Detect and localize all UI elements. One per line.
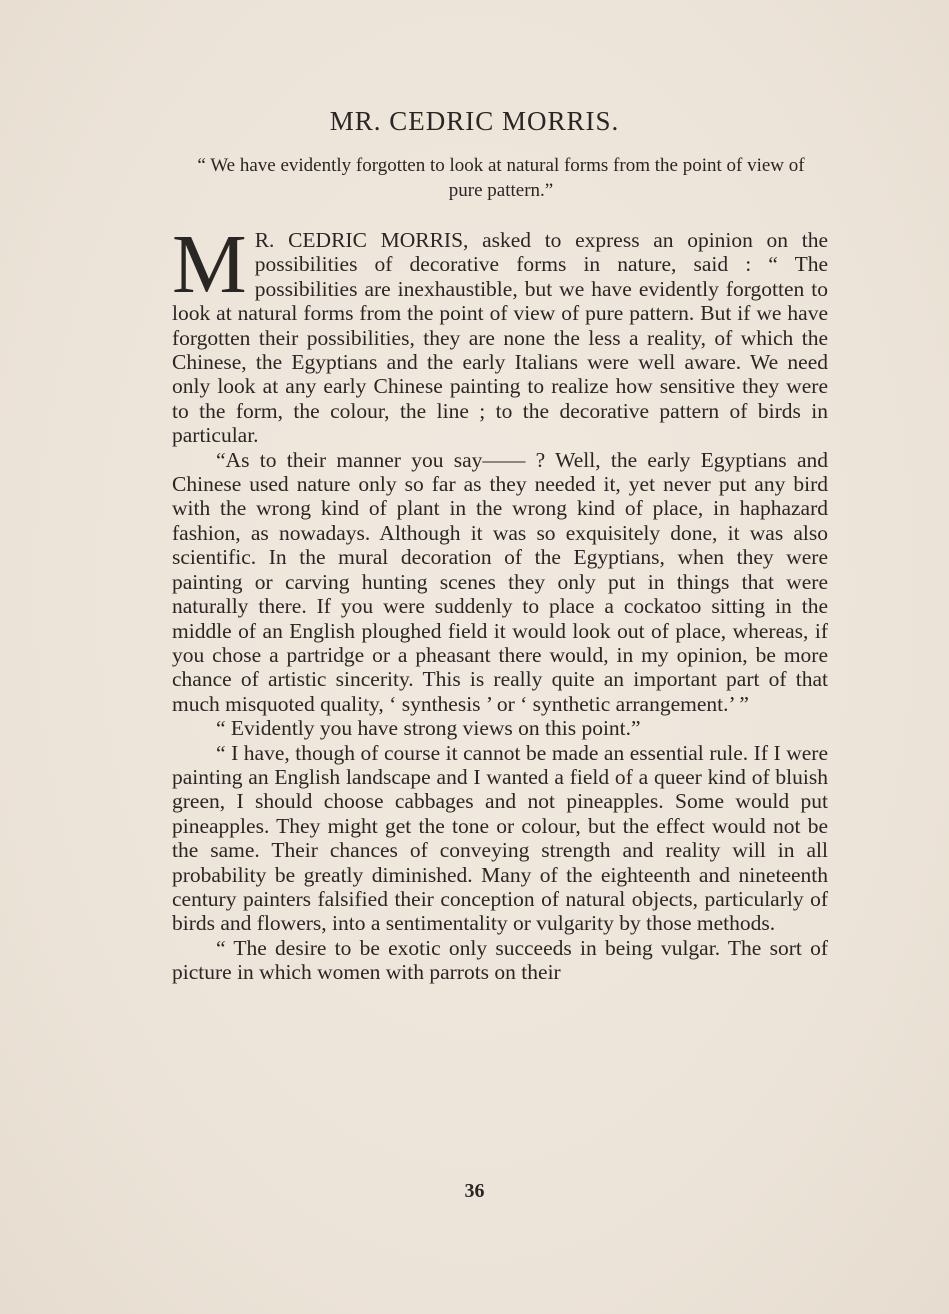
paragraph-4: “ I have, though of course it cannot be made an essential rule. If I were painting an English landscape and I wanted a field of a queer kind of bluish green, I should choose cabbages and not pineapples. Some would put pineapples. They might get the tone or colour, but the effect would not be the same. Their chances of conveying strength and reality will in all probability be greatly diminished. Many of the eighteenth and nineteenth century painters falsified their conception of natural objects, particularly of birds and flowers, into a sentimentality or vulgarity by those methods. (172, 740, 828, 936)
page-number: 36 (464, 1180, 485, 1202)
drop-cap: M (172, 218, 247, 311)
epigraph-quote: “ We have evidently forgotten to look at natural forms from the point of view of pure pattern.” (197, 155, 805, 201)
paragraph-1-text: R. CEDRIC MORRIS, asked to express an opinion on the possibilities of decorative forms in nature, said : “ The possibilities are inexhaustible, but we have evidently forgotten to look at natural forms from the point of view of pure pattern. But if we have forgotten their possibilities, they are none the less a reality, of which the Chinese, the Egyptians and the early Italians were well aware. We need only look at any early Chinese painting to realize how sensitive they were to the form, the colour, the line ; to the decorative pattern of birds in particular. (172, 228, 828, 448)
paragraph-2: “As to their manner you say—— ? Well, the early Egyptians and Chinese used nature only so far as they needed it, yet never put any bird with the wrong kind of plant in the wrong kind of place, in haphazard fashion, as nowadays. Although it was so exquisitely done, it was also scientific. In the mural decoration of the Egyptians, when they were painting or carving hunting scenes they only put in things that were naturally there. If you were suddenly to place a cockatoo sitting in the middle of an English ploughed field it would look out of place, whereas, if you chose a partridge or a pheasant there would, in my opinion, be more chance of artistic sincerity. This is really quite an important part of that much misquoted quality, ‘ synthesis ’ or ‘ synthetic arrangement.’ ” (172, 447, 828, 716)
paragraph-3: “ Evidently you have strong views on this point.” (216, 716, 641, 741)
paragraph-1 (172, 218, 828, 448)
page-title: MR. CEDRIC MORRIS. (329, 106, 620, 136)
article-body (172, 218, 828, 985)
paragraph-5: “ The desire to be exotic only succeeds in being vulgar. The sort of picture in which women with parrots on their (172, 935, 828, 985)
